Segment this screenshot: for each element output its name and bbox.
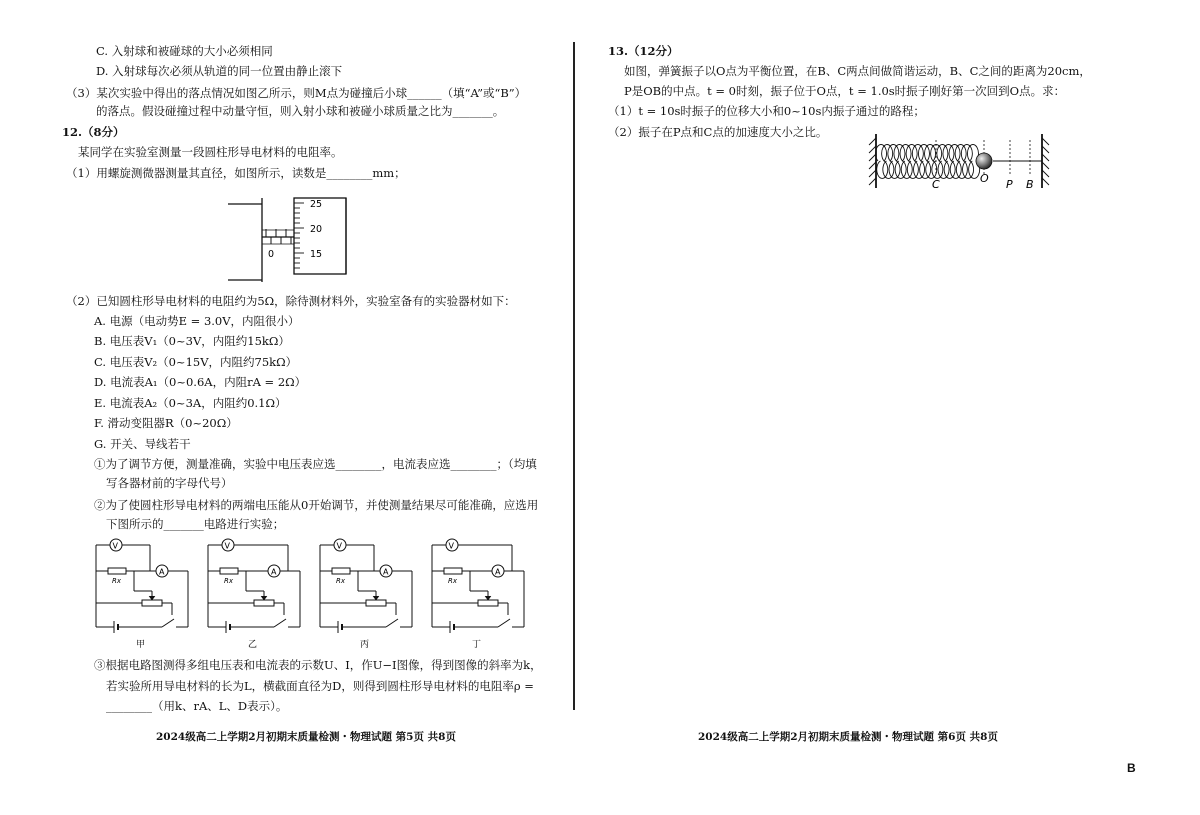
q13-part2: （2）振子在P点和C点的加速度大小之比。 [608,125,828,139]
circuit-jia-rheostat [142,600,162,606]
circuit-jia-rx-label: Rx [112,577,122,585]
equipment-g: G. 开关、导线若干 [94,437,191,451]
circuit-bing-rheostat [366,600,386,606]
q13-title: 13.（12分） [608,44,679,58]
label-c: C [932,178,940,191]
page-mark: B [1127,761,1136,775]
micrometer-sleeve-zero: 0 [268,249,275,260]
circuit-bing-caption: 丙 [360,640,370,650]
micrometer-figure [220,190,360,285]
oscillator-ball [976,153,992,169]
equipment-f: F. 滑动变阻器R（0~20Ω） [94,416,238,430]
circuit-bing-rx-label: Rx [336,577,346,585]
circuit-bing-switch [386,619,398,627]
q11-part3-line2: 的落点。假设碰撞过程中动量守恒，则入射小球和被碰小球质量之比为_______。 [96,104,505,118]
circuit-jia-switch [162,619,174,627]
q12-title: 12.（8分） [62,125,125,139]
circuit-jia-ammeter-label: A [159,567,165,577]
q12-intro: 某同学在实验室测量一段圆柱形导电材料的电阻率。 [78,145,343,159]
sub2-line2: 下图所示的_______电路进行实验； [106,517,285,531]
equipment-b: B. 电压表V₁（0~3V，内阻约15kΩ） [94,334,290,348]
q11-option-d: D. 入射球每次必须从轨道的同一位置由静止滚下 [96,64,343,78]
micrometer-tick-20: 20 [310,224,323,235]
q11-part3-line1: （3）某次实验中得出的落点情况如图乙所示，则M点为碰撞后小球______（填“A”或“B”） [66,86,527,100]
micrometer-tick-15: 15 [310,249,323,260]
q12-part1: （1）用螺旋测微器测量其直径，如图所示，读数是________mm； [66,166,406,180]
circuit-yi-ammeter-label: A [271,567,277,577]
circuit-jia-voltmeter-label: V [112,541,118,551]
equipment-e: E. 电流表A₂（0~3A，内阻约0.1Ω） [94,396,287,410]
circuit-jia-resistor [108,568,126,574]
sub2-line1: ②为了使圆柱形导电材料的两端电压能从0开始调节，并使测量结果尽可能准确，应选用 [94,498,539,512]
page-divider [573,42,575,710]
q12-part2: （2）已知圆柱形导电材料的电阻约为5Ω，除待测材料外，实验室备有的实验器材如下： [66,294,516,308]
left-footer: 2024级高二上学期2月初期末质量检测・物理试题 第5页 共8页 [156,731,456,743]
equipment-c: C. 电压表V₂（0~15V，内阻约75kΩ） [94,355,298,369]
spring-oscillator-figure [860,132,1060,194]
circuit-yi-switch [274,619,286,627]
circuit-yi-resistor [220,568,238,574]
micrometer-tick-25: 25 [310,199,323,210]
circuit-yi-caption: 乙 [248,640,258,650]
circuit-ding-switch [498,619,510,627]
circuit-yi-voltmeter-label: V [224,541,230,551]
equipment-d: D. 电流表A₁（0~0.6A，内阻rA = 2Ω） [94,375,307,389]
circuit-diagrams [92,535,542,650]
equipment-a: A. 电源（电动势E = 3.0V，内阻很小） [94,314,300,328]
label-p: P [1006,178,1013,191]
circuit-bing-resistor [332,568,350,574]
circuit-ding-rx-label: Rx [448,577,458,585]
sub1-line2: 写各器材前的字母代号） [106,476,233,490]
label-o: O [980,172,989,185]
circuit-ding-rheostat [478,600,498,606]
circuit-ding-voltmeter-label: V [448,541,454,551]
sub1-line1: ①为了调节方便，测量准确，实验中电压表应选________，电流表应选________；（均填 [94,457,537,471]
circuit-jia-caption: 甲 [136,640,146,650]
circuit-bing-ammeter-label: A [383,567,389,577]
circuit-ding-caption: 丁 [472,640,482,650]
circuit-yi-rx-label: Rx [224,577,234,585]
q11-option-c: C. 入射球和被碰球的大小必须相同 [96,44,273,58]
q13-line1: 如图，弹簧振子以O点为平衡位置，在B、C两点间做简谐运动，B、C之间的距离为20cm， [624,64,1091,78]
right-footer: 2024级高二上学期2月初期末质量检测・物理试题 第6页 共8页 [698,731,998,743]
circuit-ding-ammeter-label: A [495,567,501,577]
label-b: B [1026,178,1034,191]
circuit-yi-rheostat [254,600,274,606]
sub3-line2: 若实验所用导电材料的长为L，横截面直径为D，则得到圆柱形导电材料的电阻率ρ = [106,679,534,693]
circuit-ding-resistor [444,568,462,574]
sub3-line3: ________（用k、rA、L、D表示）。 [106,699,288,713]
circuit-bing-voltmeter-label: V [336,541,342,551]
sub3-line1: ③根据电路图测得多组电压表和电流表的示数U、I，作U−I图像，得到图像的斜率为k， [94,658,542,672]
q13-part1: （1）t = 10s时振子的位移大小和0~10s内振子通过的路程； [608,104,925,118]
q13-line2: P是OB的中点。t = 0时刻，振子位于O点，t = 1.0s时振子刚好第一次回到O点。求： [624,84,1066,98]
